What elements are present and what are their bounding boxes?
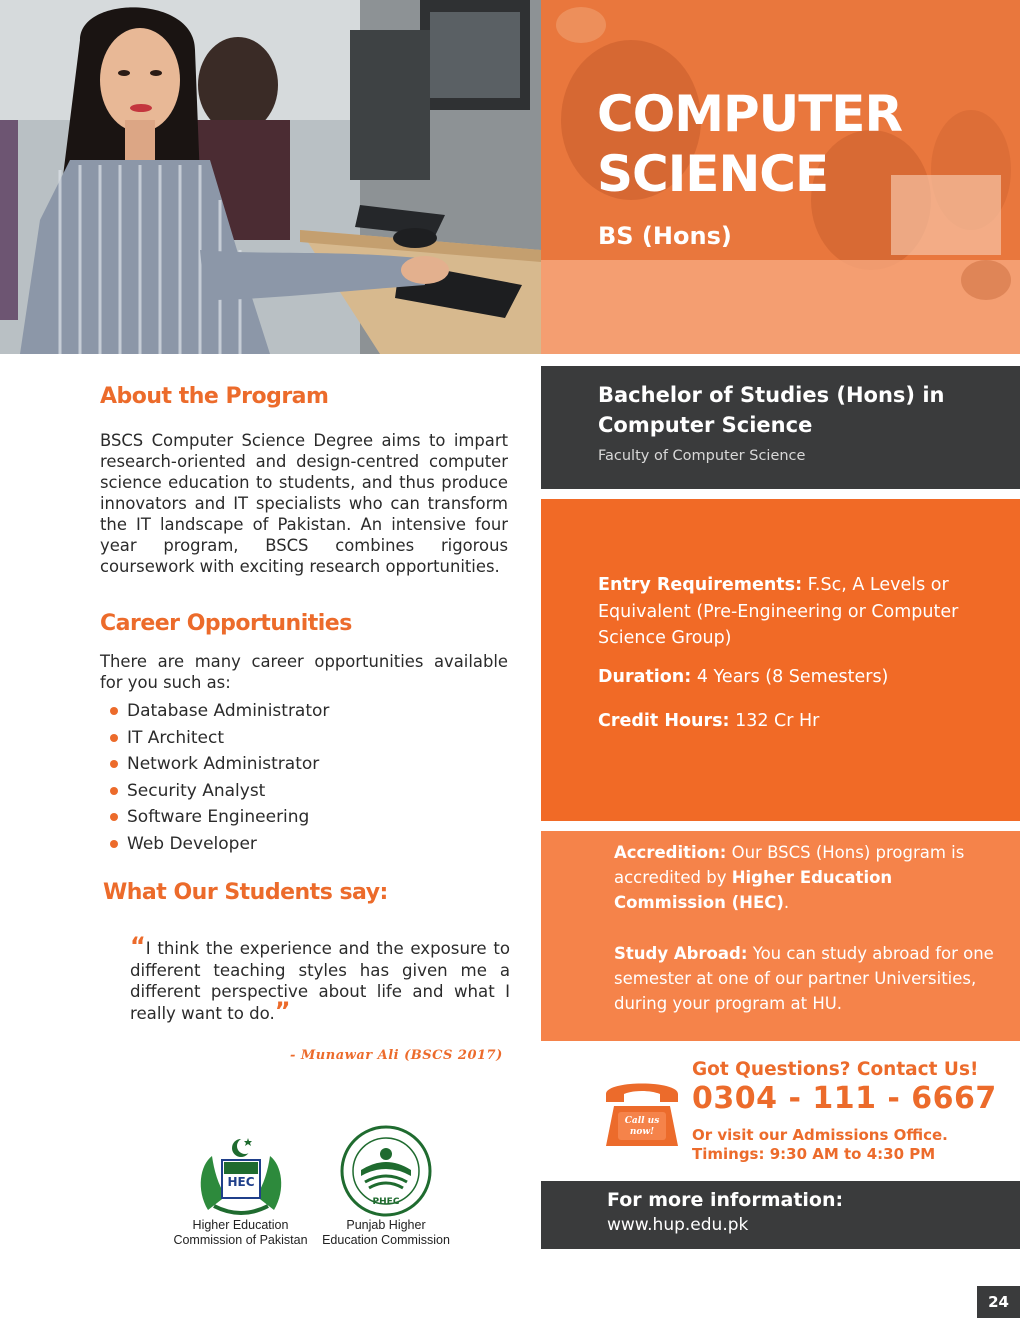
title-line-2: SCIENCE xyxy=(597,145,829,203)
abroad-body: You can study abroad for one semester at one of our partner Universities, during your program at HU. xyxy=(614,944,994,1013)
phec-caption-line1: Punjab Higher xyxy=(346,1218,426,1232)
contact-heading: Got Questions? Contact Us! xyxy=(692,1059,979,1080)
career-list xyxy=(110,698,329,858)
student-at-computer-illustration xyxy=(0,0,541,354)
career-heading: Career Opportunities xyxy=(100,611,352,636)
phec-seal-icon xyxy=(339,1124,433,1218)
bullet-icon xyxy=(110,707,118,715)
website-link[interactable]: www.hup.edu.pk xyxy=(607,1215,749,1235)
testimonial-quote xyxy=(130,932,510,1025)
hero-banner xyxy=(0,0,1020,354)
degree-subtitle: BS (Hons) xyxy=(598,222,732,250)
call-badge-line1: Call us xyxy=(624,1116,660,1126)
career-item-label: IT Architect xyxy=(127,727,225,748)
phec-badge-text: PHEC xyxy=(372,1197,400,1207)
accreditation-text xyxy=(614,840,994,915)
list-item xyxy=(110,751,329,778)
bullet-icon xyxy=(110,760,118,768)
hec-logo-block xyxy=(168,1130,313,1248)
bullet-icon xyxy=(110,840,118,848)
program-title: Bachelor of Studies (Hons) in Computer Science xyxy=(598,383,945,437)
hec-caption xyxy=(168,1218,313,1248)
program-title-panel xyxy=(541,366,1020,489)
list-item xyxy=(110,778,329,805)
hec-badge-text: HEC xyxy=(226,1175,255,1189)
accreditation-body: Our BSCS (Hons) program is accredited by xyxy=(614,843,965,887)
visit-office-text: Or visit our Admissions Office. xyxy=(692,1126,948,1144)
program-details-panel xyxy=(541,499,1020,821)
about-text: BSCS Computer Science Degree aims to impart research-oriented and design-centred computer science education to students, and thus produce innovators and IT specialists who can transform the IT landscape of Pakistan. An intensive four year program, BSCS combines rigorous coursework with exciting research opportunities. xyxy=(100,431,508,576)
faculty-name: Faculty of Computer Science xyxy=(598,448,806,464)
bullet-icon xyxy=(110,734,118,742)
entry-requirements xyxy=(598,572,993,652)
entry-label: Entry Requirements: xyxy=(598,575,803,595)
duration-label: Duration: xyxy=(598,667,692,687)
list-item xyxy=(110,831,329,858)
telephone-icon xyxy=(600,1072,684,1150)
bullet-icon xyxy=(110,813,118,821)
hec-caption-line1: Higher Education xyxy=(192,1218,289,1232)
call-badge-line2: now! xyxy=(629,1127,655,1137)
credit-value: 132 Cr Hr xyxy=(735,711,820,731)
career-item-label: Database Administrator xyxy=(127,701,330,721)
accreditation-end: . xyxy=(783,893,790,912)
title-line-1: COMPUTER xyxy=(597,85,902,143)
close-quote-icon: ” xyxy=(274,996,291,1025)
career-item-label: Security Analyst xyxy=(127,780,266,801)
phec-caption-line2: Education Commission xyxy=(322,1233,450,1247)
quote-text: I think the experience and the exposure to different teaching styles has given me a different perspective about life and what I really want to do. xyxy=(130,939,510,1023)
credit-label: Credit Hours: xyxy=(598,711,730,731)
page-title xyxy=(597,84,997,204)
accreditation-hec: Higher Education Commission (HEC) xyxy=(614,868,893,912)
more-info-heading: For more information: xyxy=(607,1189,844,1211)
list-item xyxy=(110,698,329,725)
page-number: 24 xyxy=(977,1286,1020,1318)
list-item xyxy=(110,804,329,831)
open-quote-icon: “ xyxy=(130,932,146,960)
career-item-label: Network Administrator xyxy=(127,754,320,775)
entry-value: F.Sc, A Levels or Equivalent (Pre-Engineering or Computer Science Group) xyxy=(598,575,959,648)
phec-logo-block xyxy=(318,1124,454,1248)
bullet-icon xyxy=(110,787,118,795)
abroad-label: Study Abroad: xyxy=(614,944,748,963)
career-item-label: Web Developer xyxy=(127,833,257,854)
student-photo xyxy=(0,0,541,354)
hec-caption-line2: Commission of Pakistan xyxy=(173,1233,308,1247)
testimonial-heading: What Our Students say: xyxy=(103,880,388,905)
career-intro: There are many career opportunities available for you such as: xyxy=(100,652,508,692)
accreditation-label: Accredition: xyxy=(614,843,727,862)
about-heading: About the Program xyxy=(100,384,329,409)
quote-author: - Munawar Ali (BSCS 2017) xyxy=(290,1048,503,1063)
list-item xyxy=(110,725,329,752)
contact-phone[interactable]: 0304 - 111 - 6667 xyxy=(692,1081,997,1116)
hec-seal-icon xyxy=(196,1130,286,1218)
study-abroad-text xyxy=(614,941,994,1016)
career-item-label: Software Engineering xyxy=(127,807,310,828)
duration xyxy=(598,664,993,691)
accreditation-panel xyxy=(541,831,1020,1041)
credit-hours xyxy=(598,708,993,735)
office-timings: Timings: 9:30 AM to 4:30 PM xyxy=(692,1145,936,1163)
phec-caption xyxy=(318,1218,454,1248)
more-info-panel xyxy=(541,1181,1020,1249)
duration-value: 4 Years (8 Semesters) xyxy=(696,667,889,687)
